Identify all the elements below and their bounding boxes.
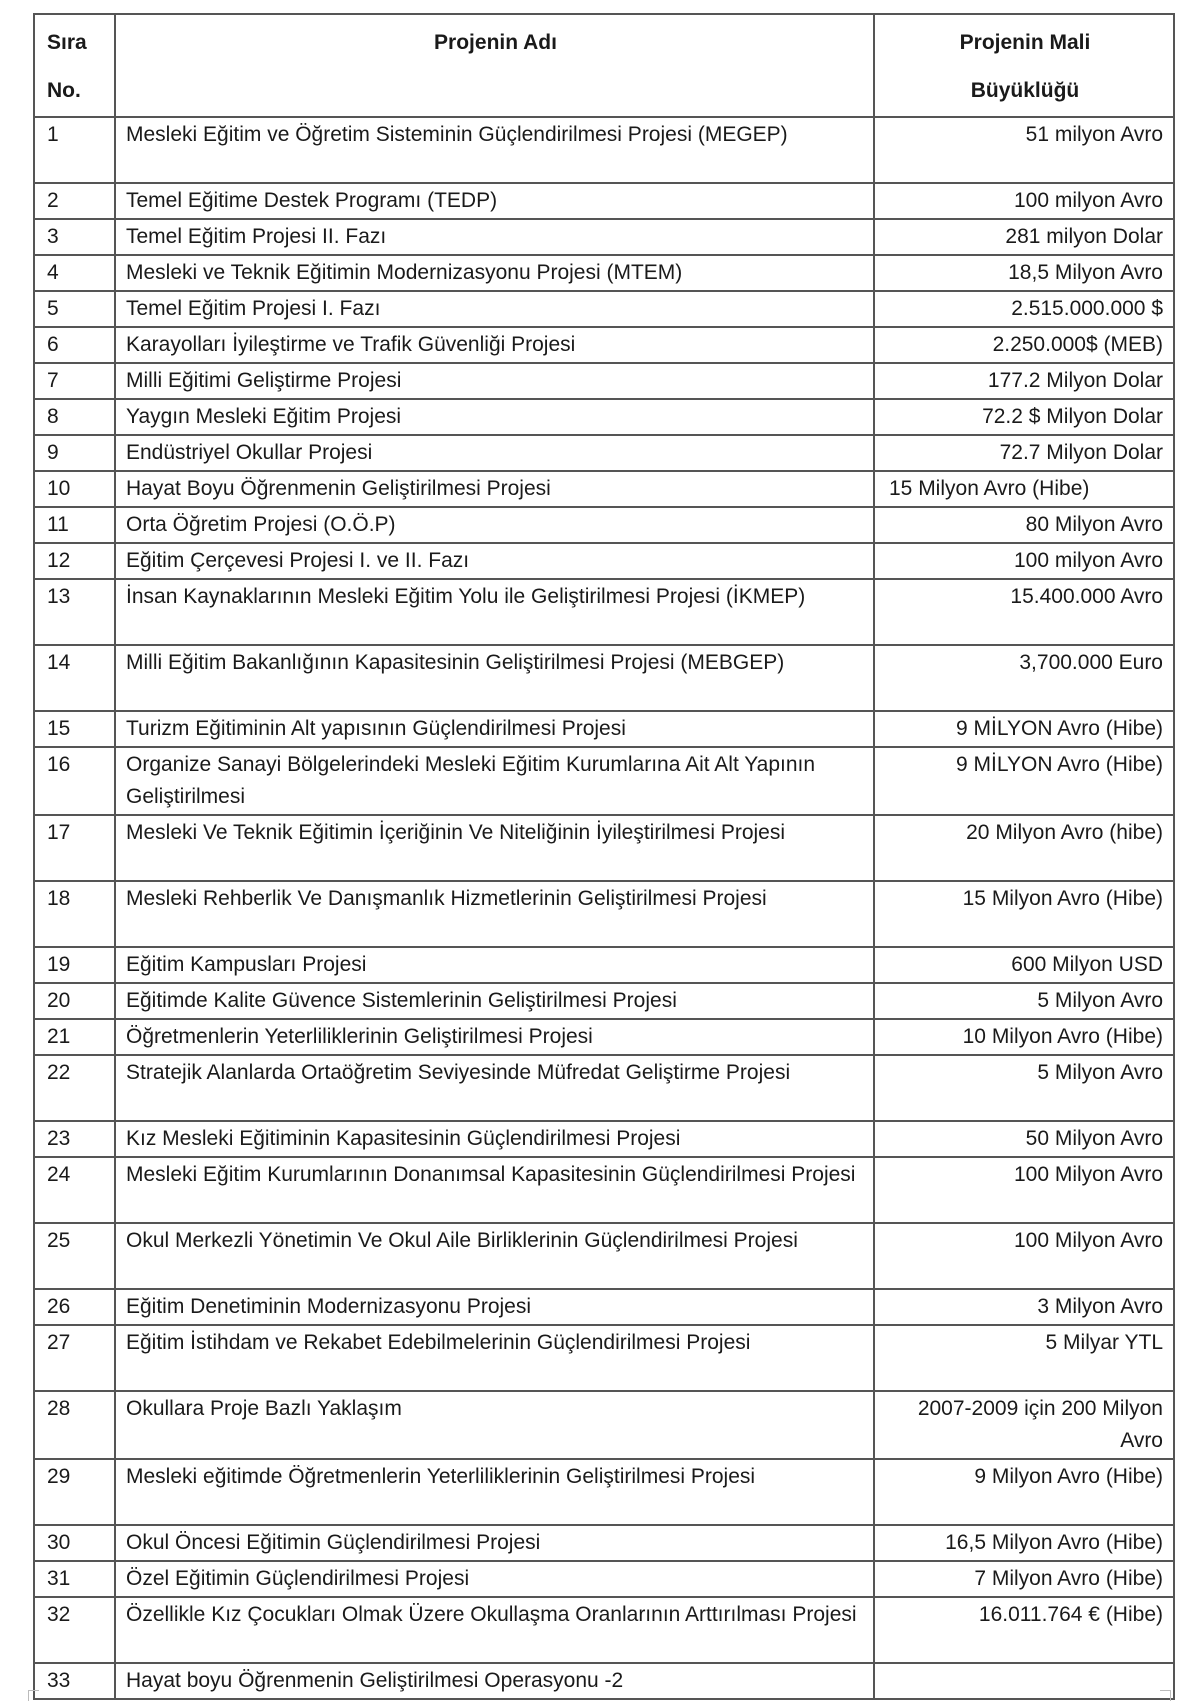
header-no-line2: No. — [47, 79, 81, 102]
table-row — [34, 1289, 1174, 1325]
project-name: Eğitim Kampusları Projesi — [115, 947, 874, 983]
project-name: Eğitim İstihdam ve Rekabet Edebilmelerinin Güçlendirilmesi Projesi — [115, 1325, 874, 1391]
row-number: 8 — [34, 399, 115, 435]
project-amount: 15 Milyon Avro (Hibe) — [874, 471, 1174, 507]
project-amount: 16,5 Milyon Avro (Hibe) — [874, 1525, 1174, 1561]
table-body — [34, 117, 1174, 1699]
project-amount: 20 Milyon Avro (hibe) — [874, 815, 1174, 881]
project-name: Mesleki Eğitim ve Öğretim Sisteminin Güçlendirilmesi Projesi (MEGEP) — [115, 117, 874, 183]
table-row — [34, 327, 1174, 363]
table-row — [34, 1157, 1174, 1223]
table-row — [34, 255, 1174, 291]
project-amount: 3 Milyon Avro — [874, 1289, 1174, 1325]
row-number: 29 — [34, 1459, 115, 1525]
table-row — [34, 1663, 1174, 1699]
project-amount: 9 MİLYON Avro (Hibe) — [874, 711, 1174, 747]
header-sira-no — [34, 14, 115, 117]
page-corner-mark-right — [1160, 1690, 1171, 1701]
project-name: Hayat Boyu Öğrenmenin Geliştirilmesi Projesi — [115, 471, 874, 507]
project-name: Kız Mesleki Eğitiminin Kapasitesinin Güçlendirilmesi Projesi — [115, 1121, 874, 1157]
project-name: Öğretmenlerin Yeterliliklerinin Geliştirilmesi Projesi — [115, 1019, 874, 1055]
project-amount: 9 Milyon Avro (Hibe) — [874, 1459, 1174, 1525]
header-project-name: Projenin Adı — [115, 14, 874, 117]
project-amount: 100 milyon Avro — [874, 543, 1174, 579]
project-amount: 18,5 Milyon Avro — [874, 255, 1174, 291]
row-number: 6 — [34, 327, 115, 363]
project-amount: 5 Milyar YTL — [874, 1325, 1174, 1391]
row-number: 9 — [34, 435, 115, 471]
table-row — [34, 183, 1174, 219]
header-amount-line1: Projenin Mali — [959, 31, 1091, 54]
table-row — [34, 117, 1174, 183]
project-name: Okul Merkezli Yönetimin Ve Okul Aile Birliklerinin Güçlendirilmesi Projesi — [115, 1223, 874, 1289]
project-name: Eğitim Çerçevesi Projesi I. ve II. Fazı — [115, 543, 874, 579]
project-name: Stratejik Alanlarda Ortaöğretim Seviyesinde Müfredat Geliştirme Projesi — [115, 1055, 874, 1121]
header-project-amount — [874, 14, 1174, 117]
row-number: 17 — [34, 815, 115, 881]
project-amount: 15.400.000 Avro — [874, 579, 1174, 645]
table-row — [34, 983, 1174, 1019]
project-name: Temel Eğitim Projesi II. Fazı — [115, 219, 874, 255]
table-row — [34, 435, 1174, 471]
project-amount: 16.011.764 € (Hibe) — [874, 1597, 1174, 1663]
project-name: Okul Öncesi Eğitimin Güçlendirilmesi Projesi — [115, 1525, 874, 1561]
row-number: 12 — [34, 543, 115, 579]
table-row — [34, 471, 1174, 507]
table-row — [34, 711, 1174, 747]
row-number: 15 — [34, 711, 115, 747]
project-name: Eğitimde Kalite Güvence Sistemlerinin Geliştirilmesi Projesi — [115, 983, 874, 1019]
row-number: 19 — [34, 947, 115, 983]
row-number: 3 — [34, 219, 115, 255]
project-name: Mesleki Ve Teknik Eğitimin İçeriğinin Ve Niteliğinin İyileştirilmesi Projesi — [115, 815, 874, 881]
table-row — [34, 579, 1174, 645]
row-number: 13 — [34, 579, 115, 645]
projects-table — [33, 13, 1175, 1700]
project-amount: 100 milyon Avro — [874, 183, 1174, 219]
row-number: 25 — [34, 1223, 115, 1289]
table-row — [34, 1525, 1174, 1561]
project-amount: 72.2 $ Milyon Dolar — [874, 399, 1174, 435]
project-amount: 2.250.000$ (MEB) — [874, 327, 1174, 363]
row-number: 27 — [34, 1325, 115, 1391]
row-number: 20 — [34, 983, 115, 1019]
row-number: 33 — [34, 1663, 115, 1699]
row-number: 4 — [34, 255, 115, 291]
row-number: 18 — [34, 881, 115, 947]
row-number: 21 — [34, 1019, 115, 1055]
row-number: 10 — [34, 471, 115, 507]
project-name: Endüstriyel Okullar Projesi — [115, 435, 874, 471]
project-name: Özel Eğitimin Güçlendirilmesi Projesi — [115, 1561, 874, 1597]
project-amount: 100 Milyon Avro — [874, 1157, 1174, 1223]
project-name: Mesleki Rehberlik Ve Danışmanlık Hizmetlerinin Geliştirilmesi Projesi — [115, 881, 874, 947]
project-amount: 9 MİLYON Avro (Hibe) — [874, 747, 1174, 815]
table-row — [34, 507, 1174, 543]
project-amount: 5 Milyon Avro — [874, 1055, 1174, 1121]
header-amount-line2: Büyüklüğü — [970, 79, 1080, 102]
project-name: Mesleki Eğitim Kurumlarının Donanımsal Kapasitesinin Güçlendirilmesi Projesi — [115, 1157, 874, 1223]
table-row — [34, 947, 1174, 983]
table-row — [34, 815, 1174, 881]
row-number: 1 — [34, 117, 115, 183]
row-number: 23 — [34, 1121, 115, 1157]
project-name: Karayolları İyileştirme ve Trafik Güvenliği Projesi — [115, 327, 874, 363]
table-row — [34, 1055, 1174, 1121]
project-name: Hayat boyu Öğrenmenin Geliştirilmesi Operasyonu -2 — [115, 1663, 874, 1699]
project-name: Temel Eğitim Projesi I. Fazı — [115, 291, 874, 327]
project-amount: 72.7 Milyon Dolar — [874, 435, 1174, 471]
row-number: 22 — [34, 1055, 115, 1121]
project-amount: 2007-2009 için 200 Milyon Avro — [874, 1391, 1174, 1459]
project-amount — [874, 1663, 1174, 1699]
table-row — [34, 291, 1174, 327]
row-number: 7 — [34, 363, 115, 399]
header-no-line1: Sıra — [47, 31, 87, 54]
table-row — [34, 219, 1174, 255]
project-amount: 281 milyon Dolar — [874, 219, 1174, 255]
table-row — [34, 1561, 1174, 1597]
row-number: 32 — [34, 1597, 115, 1663]
project-name: Milli Eğitim Bakanlığının Kapasitesinin Geliştirilmesi Projesi (MEBGEP) — [115, 645, 874, 711]
table-row — [34, 747, 1174, 815]
project-amount: 50 Milyon Avro — [874, 1121, 1174, 1157]
row-number: 5 — [34, 291, 115, 327]
table-row — [34, 1391, 1174, 1459]
table-row — [34, 399, 1174, 435]
project-name: Özellikle Kız Çocukları Olmak Üzere Okullaşma Oranlarının Arttırılması Projesi — [115, 1597, 874, 1663]
row-number: 30 — [34, 1525, 115, 1561]
project-name: Organize Sanayi Bölgelerindeki Mesleki Eğitim Kurumlarına Ait Alt Yapının Geliştirilmesi — [115, 747, 874, 815]
row-number: 16 — [34, 747, 115, 815]
project-name: Mesleki eğitimde Öğretmenlerin Yeterliliklerinin Geliştirilmesi Projesi — [115, 1459, 874, 1525]
project-name: Milli Eğitimi Geliştirme Projesi — [115, 363, 874, 399]
row-number: 24 — [34, 1157, 115, 1223]
row-number: 2 — [34, 183, 115, 219]
table-row — [34, 881, 1174, 947]
project-name: Orta Öğretim Projesi (O.Ö.P) — [115, 507, 874, 543]
project-name: Eğitim Denetiminin Modernizasyonu Projesi — [115, 1289, 874, 1325]
project-amount: 51 milyon Avro — [874, 117, 1174, 183]
project-name: Okullara Proje Bazlı Yaklaşım — [115, 1391, 874, 1459]
table-row — [34, 363, 1174, 399]
table-row — [34, 1597, 1174, 1663]
project-name: Turizm Eğitiminin Alt yapısının Güçlendirilmesi Projesi — [115, 711, 874, 747]
row-number: 11 — [34, 507, 115, 543]
project-amount: 100 Milyon Avro — [874, 1223, 1174, 1289]
row-number: 31 — [34, 1561, 115, 1597]
project-amount: 3,700.000 Euro — [874, 645, 1174, 711]
project-name: Mesleki ve Teknik Eğitimin Modernizasyonu Projesi (MTEM) — [115, 255, 874, 291]
table-row — [34, 1121, 1174, 1157]
project-name: İnsan Kaynaklarının Mesleki Eğitim Yolu ile Geliştirilmesi Projesi (İKMEP) — [115, 579, 874, 645]
project-amount: 600 Milyon USD — [874, 947, 1174, 983]
page-corner-mark-left — [28, 1690, 39, 1701]
project-amount: 10 Milyon Avro (Hibe) — [874, 1019, 1174, 1055]
row-number: 14 — [34, 645, 115, 711]
project-amount: 177.2 Milyon Dolar — [874, 363, 1174, 399]
table-row — [34, 1019, 1174, 1055]
project-name: Temel Eğitime Destek Programı (TEDP) — [115, 183, 874, 219]
table-row — [34, 1459, 1174, 1525]
table-header-row — [34, 14, 1174, 117]
project-amount: 7 Milyon Avro (Hibe) — [874, 1561, 1174, 1597]
project-amount: 80 Milyon Avro — [874, 507, 1174, 543]
project-amount: 5 Milyon Avro — [874, 983, 1174, 1019]
row-number: 26 — [34, 1289, 115, 1325]
table-row — [34, 1223, 1174, 1289]
project-amount: 15 Milyon Avro (Hibe) — [874, 881, 1174, 947]
project-amount: 2.515.000.000 $ — [874, 291, 1174, 327]
table-row — [34, 645, 1174, 711]
project-name: Yaygın Mesleki Eğitim Projesi — [115, 399, 874, 435]
table-row — [34, 1325, 1174, 1391]
row-number: 28 — [34, 1391, 115, 1459]
table-row — [34, 543, 1174, 579]
